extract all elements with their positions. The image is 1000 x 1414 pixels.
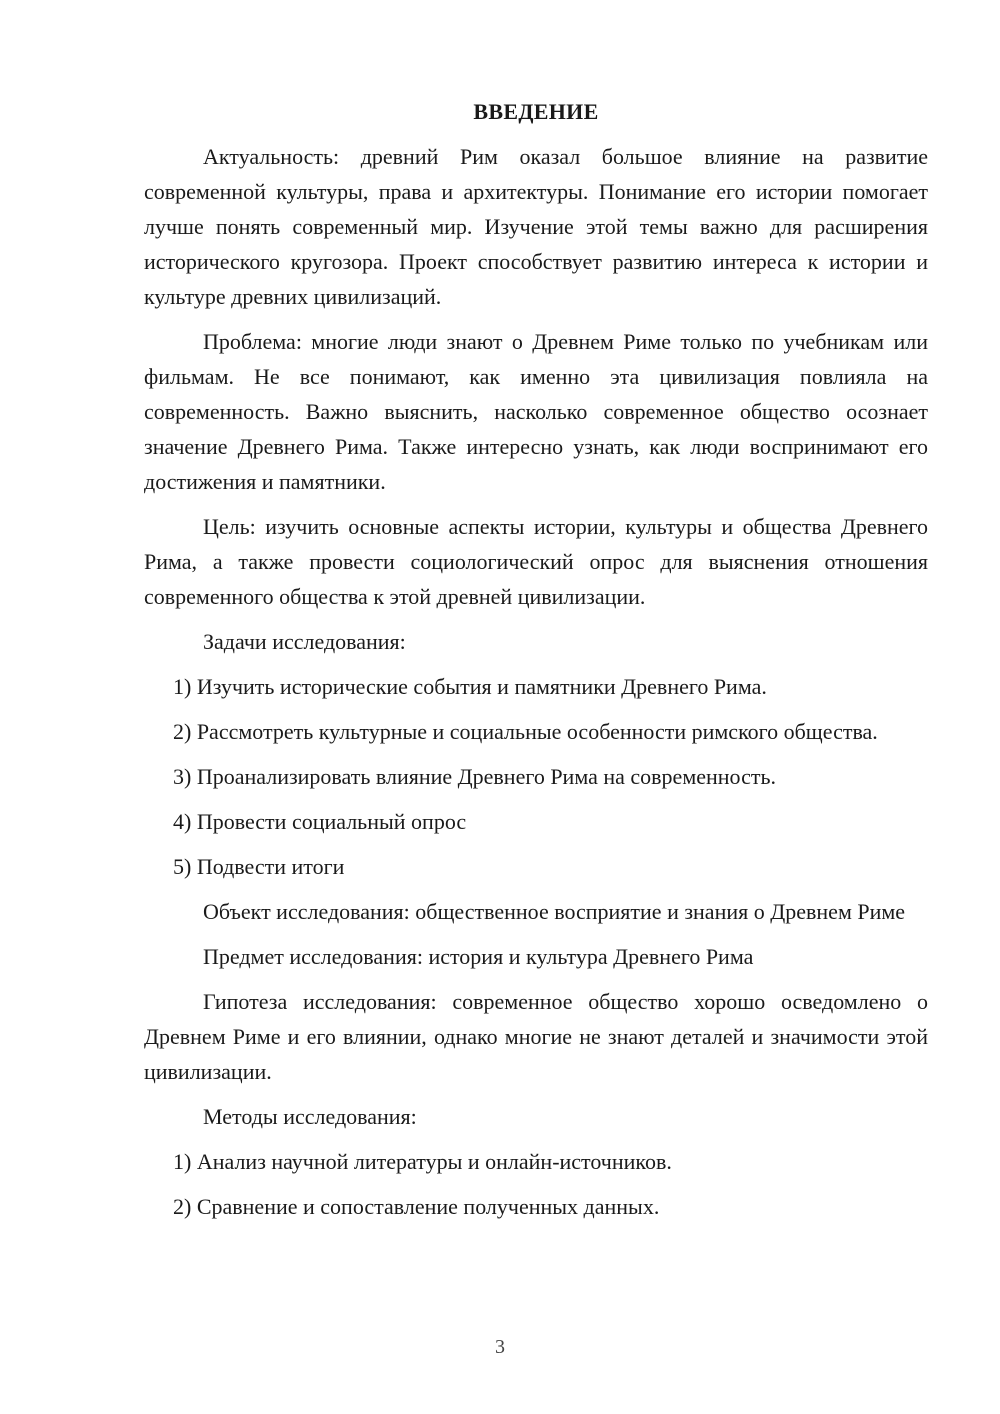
method-item-2: 2) Сравнение и сопоставление полученных данных.: [173, 1194, 660, 1219]
method-item-1: 1) Анализ научной литературы и онлайн-источников.: [173, 1149, 672, 1174]
task-item-2: 2) Рассмотреть культурные и социальные особенности римского общества.: [173, 719, 878, 744]
paragraph-problem: Проблема: многие люди знают о Древнем Риме только по учебникам или фильмам. Не все понимают, как именно эта цивилизация повлияла на современность. Важно выяснить, насколько современное общество осознает значение Древнего Рима. Также интересно узнать, как люди воспринимают его достижения и памятники.: [144, 329, 928, 494]
task-item-1: 1) Изучить исторические события и памятники Древнего Рима.: [173, 674, 767, 699]
paragraph-tasks-heading: Задачи исследования:: [203, 629, 406, 654]
page-number: 3: [495, 1336, 505, 1358]
paragraph-relevance: Актуальность: древний Рим оказал большое влияние на развитие современной культуры, права и архитектуры. Понимание его истории помогает лучше понять современный мир. Изучение этой темы важно для расширения исторического кругозора. Проект способствует развитию интереса к истории и культуре древних цивилизаций.: [144, 144, 928, 309]
task-item-3: 3) Проанализировать влияние Древнего Рима на современность.: [173, 764, 777, 789]
task-item-5: 5) Подвести итоги: [173, 854, 345, 879]
section-title: ВВЕДЕНИЕ: [473, 99, 599, 124]
document-body: [144, 94, 928, 1234]
paragraph-hypothesis: Гипотеза исследования: современное общество хорошо осведомлено о Древнем Риме и его влиянии, однако многие не знают деталей и значимости этой цивилизации.: [144, 989, 928, 1084]
paragraph-object: Объект исследования: общественное восприятие и знания о Древнем Риме: [203, 899, 906, 924]
task-item-4: 4) Провести социальный опрос: [173, 809, 467, 834]
paragraph-methods-heading: Методы исследования:: [203, 1104, 417, 1129]
paragraph-subject: Предмет исследования: история и культура Древнего Рима: [203, 944, 754, 969]
paragraph-goal: Цель: изучить основные аспекты истории, культуры и общества Древнего Рима, а также провести социологический опрос для выяснения отношения современного общества к этой древней цивилизации.: [144, 514, 928, 609]
